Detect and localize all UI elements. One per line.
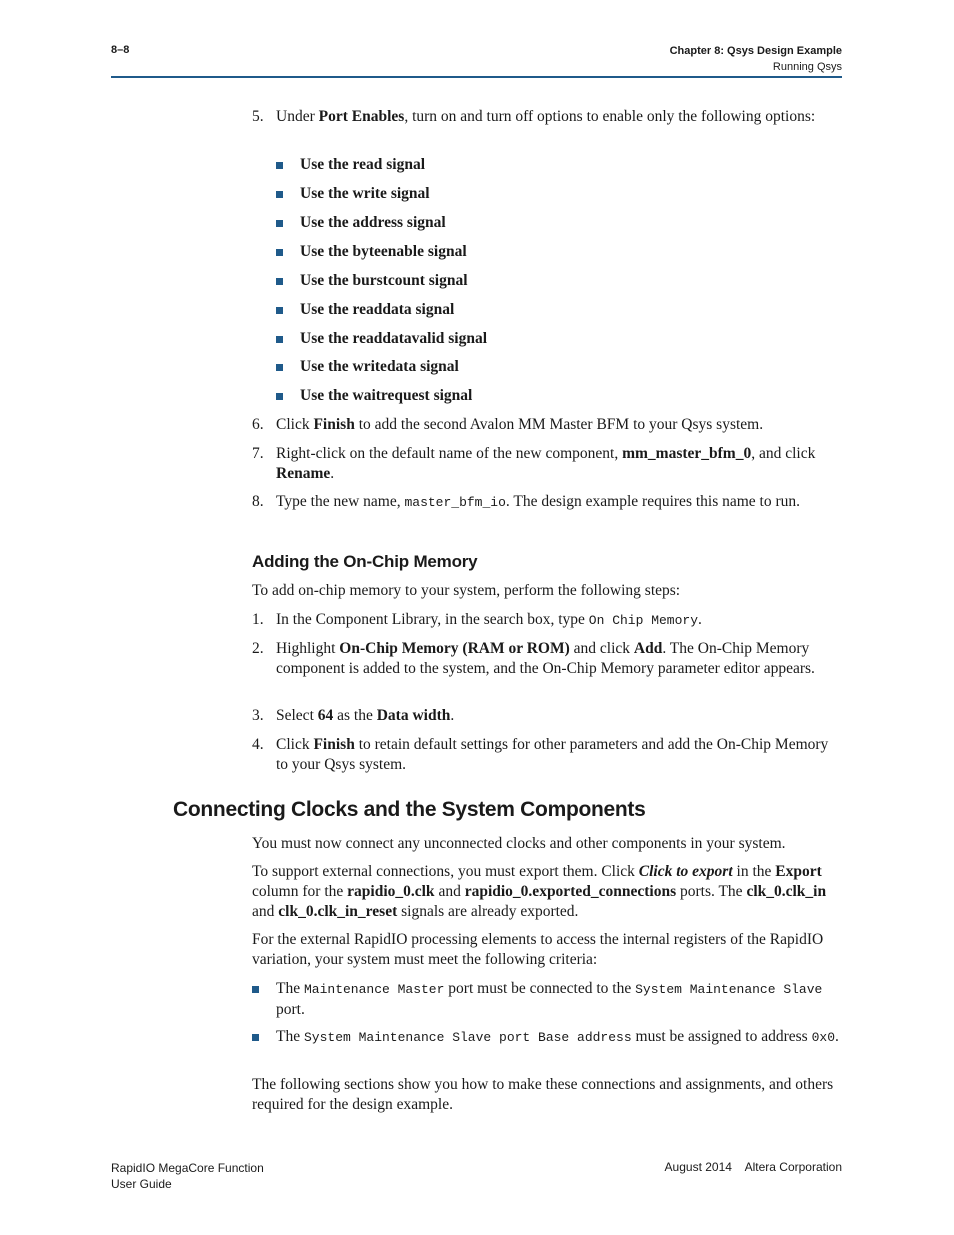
- bullet-icon: [276, 307, 283, 314]
- list-item: Use the byteenable signal: [276, 242, 467, 262]
- paragraph: The following sections show you how to make these connections and assignments, and others required for the design example.: [252, 1076, 834, 1113]
- step-2: [252, 639, 842, 679]
- paragraph: For the external RapidIO processing elements to access the internal registers of the RapidIO variation, your system must meet the following criteria:: [252, 931, 824, 968]
- step-6: [252, 415, 842, 435]
- code-text: master_bfm_io: [404, 495, 506, 510]
- bullet-icon: [276, 249, 283, 256]
- step-number: 2.: [252, 640, 264, 657]
- step-number: 5.: [252, 108, 264, 125]
- list-item: Use the waitrequest signal: [276, 386, 472, 406]
- ui-term: Click to export: [638, 863, 733, 880]
- ui-term: Finish: [313, 736, 355, 753]
- list-item: The Maintenance Master port must be connected to the System Maintenance Slave port.: [252, 979, 844, 1020]
- list-item: The System Maintenance Slave port Base address must be assigned to address 0x0.: [252, 1027, 844, 1048]
- step-4: [252, 735, 842, 775]
- ui-term: 64: [317, 707, 334, 724]
- step-number: 3.: [252, 707, 264, 724]
- step-number: 4.: [252, 736, 264, 753]
- header-rule: [111, 76, 842, 78]
- step-text: In the Component Library, in the search box, type On Chip Memory.: [276, 611, 702, 628]
- step-text: Type the new name, master_bfm_io. The design example requires this name to run.: [276, 493, 801, 510]
- step-text: Highlight On-Chip Memory (RAM or ROM) and click Add. The On-Chip Memory component is added to the system, and the On-Chip Memory parameter editor appears.: [276, 640, 815, 677]
- step-number: 7.: [252, 445, 264, 462]
- step-5: [252, 107, 842, 127]
- chapter-title: Chapter 8: Qsys Design Example: [669, 45, 842, 57]
- code-text: Maintenance Master: [303, 982, 445, 997]
- bullet-icon: [276, 336, 283, 343]
- footer-right: August 2014 Altera Corporation: [664, 1160, 842, 1174]
- paragraph: To support external connections, you must export them. Click Click to export in the Export column for the rapidio_0.clk and rapidio_0.exported_connections ports. The clk_0.clk_in and clk_0.clk_in_reset signals are already exported.: [252, 863, 827, 920]
- list-item: Use the readdata signal: [276, 300, 454, 320]
- bullet-icon: [276, 393, 283, 400]
- port-name: rapidio_0.clk: [347, 883, 435, 900]
- list-item: Use the readdatavalid signal: [276, 329, 487, 349]
- ui-term: Rename: [276, 465, 331, 482]
- ui-term: mm_master_bfm_0: [622, 445, 752, 462]
- step-text: Under Port Enables, turn on and turn off options to enable only the following options:: [276, 108, 816, 125]
- bullet-icon: [276, 191, 283, 198]
- step-text: Click Finish to add the second Avalon MM Master BFM to your Qsys system.: [276, 416, 764, 433]
- step-1: [252, 610, 842, 631]
- bullet-icon: [252, 1034, 259, 1041]
- paragraph: To add on-chip memory to your system, perform the following steps:: [252, 582, 681, 599]
- subsection-heading: Adding the On-Chip Memory: [252, 552, 478, 571]
- step-8: [252, 492, 842, 513]
- signal-name: clk_0.clk_in_reset: [278, 903, 398, 920]
- step-text: Select 64 as the Data width.: [276, 707, 455, 724]
- bullet-icon: [276, 278, 283, 285]
- ui-term: On-Chip Memory (RAM or ROM): [339, 640, 570, 657]
- ui-term: Data width: [376, 707, 451, 724]
- ui-term: Finish: [313, 416, 355, 433]
- step-number: 1.: [252, 611, 264, 628]
- list-item: Use the writedata signal: [276, 357, 459, 377]
- doc-title: RapidIO MegaCore Function: [111, 1161, 264, 1175]
- step-3: [252, 706, 842, 726]
- bullet-icon: [276, 364, 283, 371]
- bullet-icon: [252, 986, 259, 993]
- paragraph: You must now connect any unconnected clocks and other components in your system.: [252, 835, 786, 852]
- list-item: Use the address signal: [276, 213, 446, 233]
- list-item: Use the read signal: [276, 155, 425, 175]
- list-item: Use the write signal: [276, 184, 430, 204]
- doc-subtitle: User Guide: [111, 1177, 172, 1191]
- code-text: System Maintenance Slave port Base address: [303, 1030, 632, 1045]
- page-number: 8–8: [111, 44, 130, 56]
- running-header: [670, 43, 842, 75]
- code-text: System Maintenance Slave: [635, 982, 823, 997]
- code-text: 0x0: [811, 1030, 835, 1045]
- list-item: Use the burstcount signal: [276, 271, 468, 291]
- ui-term: Port Enables: [318, 108, 405, 125]
- step-number: 8.: [252, 493, 264, 510]
- ui-term: Export: [775, 863, 822, 880]
- section-heading: Connecting Clocks and the System Components: [173, 798, 646, 821]
- step-7: [252, 444, 842, 484]
- step-text: Right-click on the default name of the new component, mm_master_bfm_0, and click Rename.: [276, 445, 816, 482]
- ui-term: Add: [633, 640, 663, 657]
- port-name: rapidio_0.exported_connections: [464, 883, 677, 900]
- code-text: On Chip Memory: [588, 613, 699, 628]
- bullet-icon: [276, 220, 283, 227]
- section-title: Running Qsys: [772, 61, 842, 73]
- step-number: 6.: [252, 416, 264, 433]
- footer-left: [111, 1160, 264, 1192]
- signal-name: clk_0.clk_in: [746, 883, 827, 900]
- bullet-icon: [276, 162, 283, 169]
- step-text: Click Finish to retain default settings for other parameters and add the On-Chip Memory to your Qsys system.: [276, 736, 829, 773]
